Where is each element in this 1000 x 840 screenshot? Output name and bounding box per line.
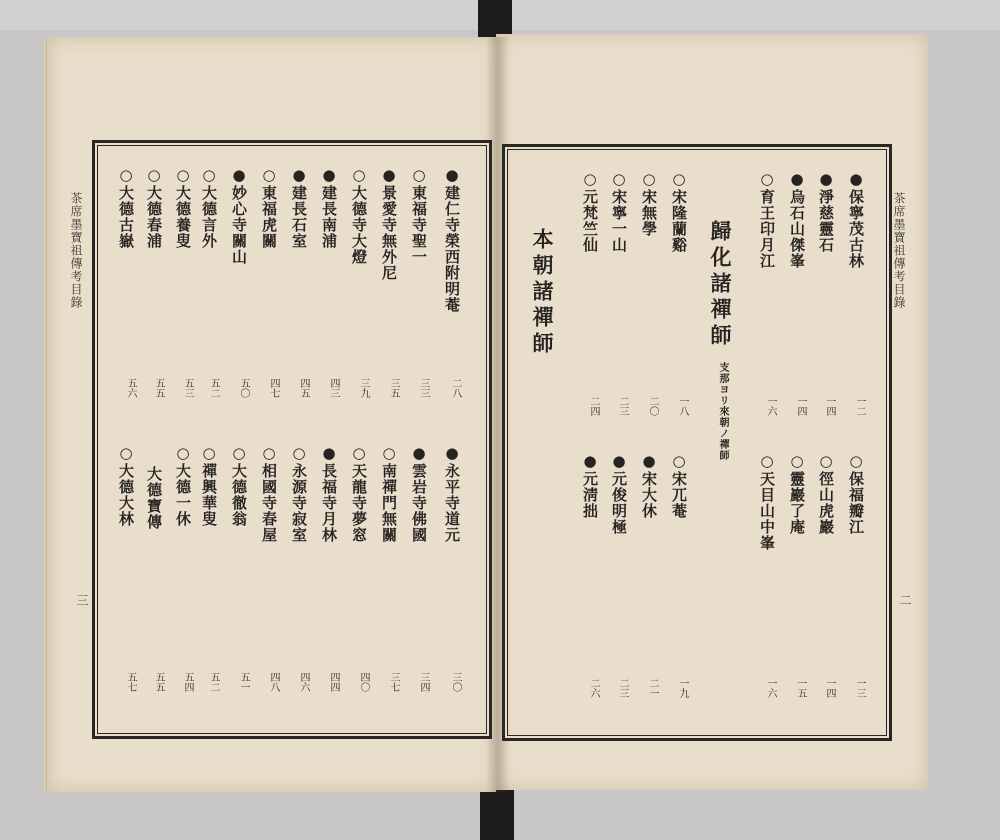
toc-page-number: 五五 <box>153 378 164 398</box>
toc-entry: ○天目山中峯 <box>758 452 776 551</box>
toc-entry: ●妙心寺關山 <box>230 166 248 265</box>
toc-page-number: 四七 <box>268 378 279 398</box>
toc-page-number: 三九 <box>358 378 369 398</box>
toc-entry: ○保福瓣江 <box>847 452 865 535</box>
toc-entry: ○大德一休 <box>174 444 192 527</box>
toc-entry: ○宋無學 <box>640 170 658 237</box>
toc-page-number: 二八 <box>450 378 461 398</box>
toc-entry: ○永源寺寂室 <box>290 444 308 543</box>
toc-entry: ○大德寺大燈 <box>350 166 368 265</box>
page-number-left: 三 <box>75 594 89 606</box>
toc-entry: ○育王印月江 <box>758 170 776 269</box>
toc-entry: ○宋隆蘭谿 <box>670 170 688 253</box>
toc-entry: ○大德大林 <box>117 444 135 527</box>
toc-page-number: 三四 <box>418 672 429 692</box>
toc-page-number: 五三 <box>182 378 193 398</box>
section-heading-naturalized-masters: 歸化諸禪師 <box>708 220 733 350</box>
toc-entry: ○宋兀菴 <box>670 452 688 519</box>
toc-entry: ○禪興華叟 <box>200 444 218 527</box>
toc-entry: ●長福寺月林 <box>320 444 338 543</box>
toc-page-number: 三七 <box>388 672 399 692</box>
running-header-right: 茶席墨寶祖傳考目錄 <box>892 192 906 309</box>
toc-entry: ○元梵竺仙 <box>581 170 599 253</box>
toc-entry: ●元俊明極 <box>610 452 628 535</box>
toc-entry: ○南禪門無關 <box>380 444 398 543</box>
toc-page-number: 五二 <box>208 672 219 692</box>
toc-entry: ●建長石室 <box>290 166 308 249</box>
toc-page-number: 二四 <box>588 396 599 416</box>
toc-page-number: 一二 <box>854 396 865 416</box>
toc-page-number: 三五 <box>388 378 399 398</box>
toc-page-number: 一六 <box>765 678 776 698</box>
toc-page-number: 一八 <box>677 396 688 416</box>
section-heading-japanese-masters: 本朝諸禪師 <box>530 228 555 358</box>
toc-entry: ●建長南浦 <box>320 166 338 249</box>
toc-entry: ○天龍寺夢窓 <box>350 444 368 543</box>
toc-entry: ●淨慈靈石 <box>817 170 835 253</box>
toc-page-number: 五七 <box>125 672 136 692</box>
toc-page-number: 一四 <box>795 396 806 416</box>
toc-page-number: 四四 <box>328 672 339 692</box>
toc-entry: ●景愛寺無外尼 <box>380 166 398 281</box>
toc-page-number: 一四 <box>824 396 835 416</box>
toc-entry: ○大德養叟 <box>174 166 192 249</box>
page-number-right: 二 <box>898 594 912 606</box>
toc-page-number: 一四 <box>824 678 835 698</box>
toc-page-number: 五〇 <box>238 378 249 398</box>
toc-page-number: 五二 <box>208 378 219 398</box>
toc-entry: ●雲岩寺佛國 <box>410 444 428 543</box>
toc-entry: ●元淸拙 <box>581 452 599 519</box>
toc-page-number: 二六 <box>588 678 599 698</box>
toc-page-number: 四〇 <box>358 672 369 692</box>
toc-page-number: 五六 <box>125 378 136 398</box>
book-spine-bottom <box>480 785 514 840</box>
section-note: 支那ヨリ來朝ノ禪師 <box>717 362 728 461</box>
toc-page-number: 二三 <box>617 396 628 416</box>
toc-entry: ○大德古嶽 <box>117 166 135 249</box>
toc-page-number: 一九 <box>677 678 688 698</box>
toc-page-number: 五一 <box>238 672 249 692</box>
toc-entry: ○宋寧一山 <box>610 170 628 253</box>
toc-page-number: 四三 <box>328 378 339 398</box>
toc-entry: ○相國寺春屋 <box>260 444 278 543</box>
toc-entry: ○靈巖了庵 <box>788 452 806 535</box>
toc-entry: ●永平寺道元 <box>443 444 461 543</box>
toc-page-number: 三〇 <box>450 672 461 692</box>
toc-page-number: 二一 <box>647 678 658 698</box>
running-header-left: 茶席墨寶祖傳考目錄 <box>69 192 83 309</box>
toc-page-number: 一三 <box>854 678 865 698</box>
toc-entry: ○大德徹翁 <box>230 444 248 527</box>
toc-page-number: 四六 <box>298 672 309 692</box>
toc-entry: ○徑山虎巖 <box>817 452 835 535</box>
toc-page-number: 一六 <box>765 396 776 416</box>
toc-entry: ○大德言外 <box>200 166 218 249</box>
toc-page-number: 五五 <box>153 672 164 692</box>
toc-page-number: 二三 <box>617 678 628 698</box>
toc-page-number: 四八 <box>268 672 279 692</box>
toc-page-number: 一五 <box>795 678 806 698</box>
toc-page-number: 三三 <box>418 378 429 398</box>
toc-entry: ○東福虎關 <box>260 166 278 249</box>
toc-entry: ●烏石山傑峯 <box>788 170 806 269</box>
toc-entry: ●保寧茂古林 <box>847 170 865 269</box>
toc-page-number: 四五 <box>298 378 309 398</box>
toc-entry: ○東福寺聖一 <box>410 166 428 265</box>
toc-entry: ○大德春浦 <box>145 166 163 249</box>
toc-entry: ●建仁寺榮西附明菴 <box>443 166 461 313</box>
toc-page-number: 五四 <box>182 672 193 692</box>
toc-entry: ●宋大休 <box>640 452 658 519</box>
toc-entry: 大德寶傳 <box>145 466 163 530</box>
toc-page-number: 二〇 <box>647 396 658 416</box>
